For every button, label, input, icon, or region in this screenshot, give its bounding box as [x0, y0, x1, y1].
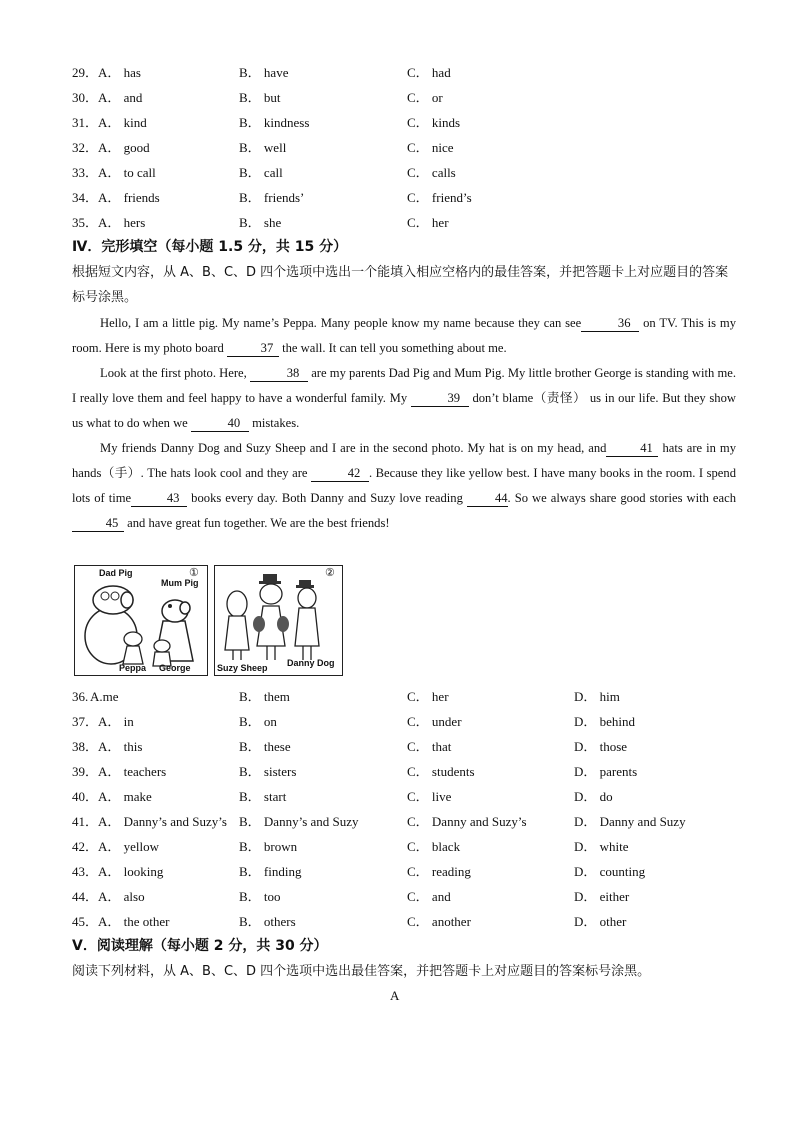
option-a: A． friends [98, 190, 160, 205]
option-a: A． also [98, 889, 145, 904]
label-mum-pig: Mum Pig [161, 578, 199, 588]
option-a: A． teachers [98, 764, 167, 779]
passage-label: A [390, 988, 400, 1003]
question-number: 39． [72, 764, 99, 779]
blank-44: 44 [467, 491, 508, 507]
question-number: 32． [72, 140, 99, 155]
option-a: A． the other [98, 914, 170, 929]
option-a: A． Danny’s and Suzy’s [98, 814, 227, 829]
option-a: A． and [98, 90, 143, 105]
question-number: 36. [72, 689, 89, 704]
option-a: A． in [98, 714, 134, 729]
question-number: 35． [72, 215, 99, 230]
option-c: C． her [407, 689, 449, 704]
question-number: 44． [72, 889, 99, 904]
photo-number-2: ② [325, 567, 335, 579]
question-number: 31． [72, 115, 99, 130]
blank-39: 39 [411, 391, 469, 407]
option-b: B． too [239, 889, 281, 904]
photo-number-1: ① [189, 567, 199, 579]
question-number: 40． [72, 789, 99, 804]
blank-41: 41 [606, 441, 658, 457]
option-c: C． or [407, 90, 443, 105]
question-number: 42． [72, 839, 99, 854]
option-b: B． them [239, 689, 290, 704]
question-number: 34． [72, 190, 99, 205]
option-c: C． and [407, 889, 451, 904]
option-d: D． counting [574, 864, 646, 879]
option-b: B． start [239, 789, 287, 804]
blank-37: 37 [227, 341, 279, 357]
question-number: 37． [72, 714, 99, 729]
option-a: A． yellow [98, 839, 160, 854]
option-d: D． him [574, 689, 620, 704]
option-c: C． calls [407, 165, 456, 180]
passage-paragraph: My friends Danny Dog and Suzy Sheep and I are in the second photo. My hat is on my head, and 41 hats are in my hands（手）. The hats look cool and they are 42 . Because they like yellow best. I have many books in the room. I spend lots of time 43 books every day. Both Danny and Suzy love reading 44. So we always share good stories with each 45 and have great fun together. We are the best friends! [72, 441, 736, 530]
blank-40: 40 [191, 416, 249, 432]
option-c: C． kinds [407, 115, 461, 130]
option-b: B． sisters [239, 764, 297, 779]
option-c: C． another [407, 914, 471, 929]
blank-43: 43 [131, 491, 187, 507]
option-d: D． parents [574, 764, 638, 779]
label-dad-pig: Dad Pig [99, 568, 133, 578]
photo-friends [214, 565, 343, 676]
option-a: A． good [98, 140, 150, 155]
option-d: D． other [574, 914, 627, 929]
option-a: A． hers [98, 215, 146, 230]
question-number: 38． [72, 739, 99, 754]
passage-paragraph: Look at the first photo. Here, 38 are my parents Dad Pig and Mum Pig. My little brother George is standing with me. I really love them and feel happy to have a wonderful family. My 39 don’t blame（责怪） us in our life. But they show us what to do when we 40 mistakes. [72, 366, 736, 430]
option-b: B． well [239, 140, 287, 155]
option-a: A． has [98, 65, 141, 80]
option-a: A． to call [98, 165, 156, 180]
label-danny-dog: Danny Dog [287, 658, 335, 668]
option-b: B． others [239, 914, 296, 929]
option-c: C． friend’s [407, 190, 472, 205]
label-suzy-sheep: Suzy Sheep [217, 663, 268, 673]
option-d: D． white [574, 839, 629, 854]
question-number: 43． [72, 864, 99, 879]
blank-45: 45 [72, 516, 124, 532]
option-c: C． live [407, 789, 452, 804]
option-b: B． on [239, 714, 277, 729]
option-a: A． this [98, 739, 143, 754]
option-b: B． call [239, 165, 283, 180]
option-b: B． these [239, 739, 291, 754]
label-george: George [159, 663, 191, 673]
question-number: 30． [72, 90, 99, 105]
option-a: A.me [90, 689, 119, 704]
option-a: A． looking [98, 864, 164, 879]
photo-family [74, 565, 208, 676]
option-c: C． students [407, 764, 475, 779]
section-5-instruction: 阅读下列材料，从 A、B、C、D 四个选项中选出最佳答案，并把答题卡上对应题目的答案标号涂黑。 [72, 964, 651, 979]
option-b: B． have [239, 65, 289, 80]
option-d: D． Danny and Suzy [574, 814, 686, 829]
label-peppa: Peppa [119, 663, 147, 673]
cloze-passage [72, 311, 736, 536]
option-c: C． black [407, 839, 461, 854]
option-c: C． nice [407, 140, 454, 155]
option-c: C． under [407, 714, 462, 729]
blank-38: 38 [250, 366, 308, 382]
blank-42: 42 [311, 466, 369, 482]
question-number: 29． [72, 65, 99, 80]
option-d: D． behind [574, 714, 636, 729]
option-c: C． had [407, 65, 451, 80]
option-b: B． she [239, 215, 282, 230]
option-b: B． friends’ [239, 190, 305, 205]
option-a: A． kind [98, 115, 147, 130]
option-d: D． either [574, 889, 630, 904]
option-b: B． but [239, 90, 281, 105]
blank-36: 36 [581, 316, 639, 332]
option-d: D． do [574, 789, 613, 804]
option-b: B． kindness [239, 115, 310, 130]
option-b: B． Danny’s and Suzy [239, 814, 359, 829]
option-b: B． brown [239, 839, 298, 854]
question-number: 45． [72, 914, 99, 929]
option-a: A． make [98, 789, 152, 804]
option-b: B． finding [239, 864, 302, 879]
question-number: 41． [72, 814, 99, 829]
option-d: D． those [574, 739, 628, 754]
question-number: 33． [72, 165, 99, 180]
option-c: C． that [407, 739, 452, 754]
passage-paragraph: Hello, I am a little pig. My name’s Peppa. Many people know my name because they can see 36 on TV. This is my room. Here is my photo board 37 the wall. It can tell you something about me. [72, 316, 736, 355]
option-c: C． her [407, 215, 449, 230]
option-c: C． Danny and Suzy’s [407, 814, 527, 829]
section-4-instruction: 根据短文内容，从 A、B、C、D 四个选项中选出一个能填入相应空格内的最佳答案，并把答题卡上对应题目的答案标号涂黑。 [72, 265, 729, 305]
section-5-title: Ⅴ．阅读理解（每小题 2 分，共 30 分） [72, 938, 328, 954]
option-c: C． reading [407, 864, 471, 879]
section-4-title: Ⅳ．完形填空（每小题 1.5 分，共 15 分） [72, 239, 348, 255]
